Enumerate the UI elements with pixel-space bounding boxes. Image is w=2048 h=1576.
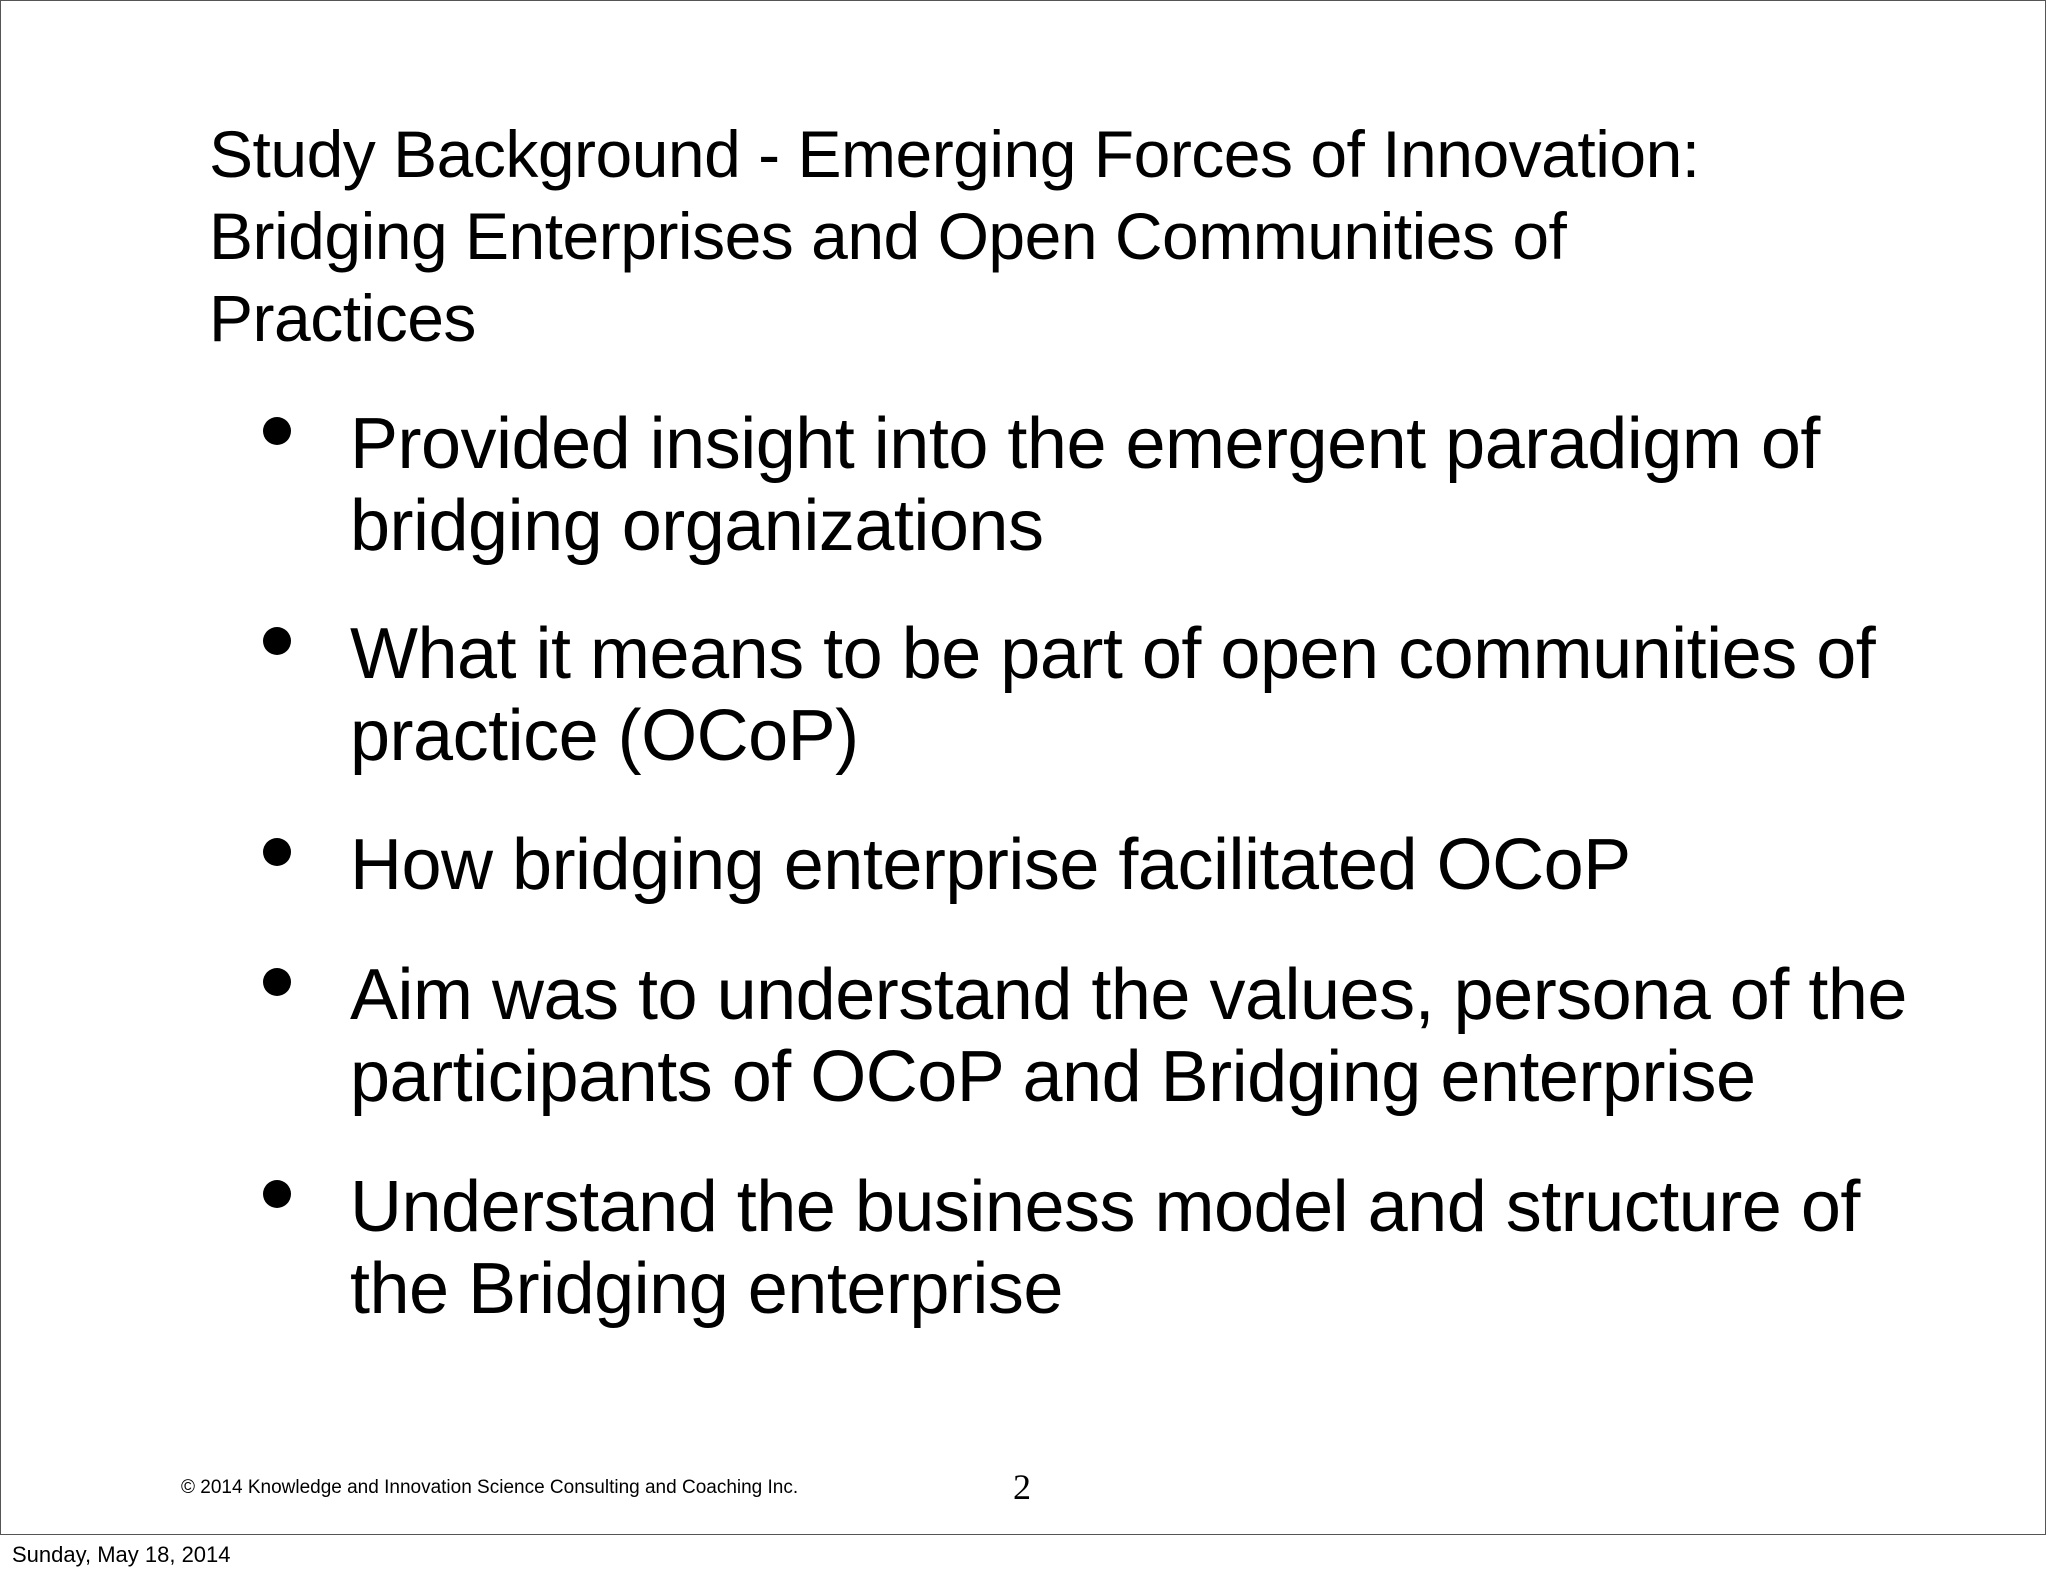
print-date: Sunday, May 18, 2014 xyxy=(12,1542,231,1567)
page-number: 2 xyxy=(1013,1467,1031,1507)
bullet-icon xyxy=(263,838,291,866)
bullet-text: Provided insight into the emergent paradigm of bridging organizations xyxy=(350,404,1820,566)
bullet-icon xyxy=(263,968,291,996)
bullet-icon xyxy=(263,1180,291,1208)
bullet-text: Aim was to understand the values, persona of the participants of OCoP and Bridging enterprise xyxy=(350,955,1907,1117)
bullet-text: What it means to be part of open communities of practice (OCoP) xyxy=(350,614,1876,776)
bullet-icon xyxy=(263,627,291,655)
footer-copyright: © 2014 Knowledge and Innovation Science Consulting and Coaching Inc. xyxy=(181,1477,799,1498)
slide-title: Study Background - Emerging Forces of Innovation: Bridging Enterprises and Open Communities of Practices xyxy=(209,117,1700,355)
bullet-icon xyxy=(263,417,291,445)
bullet-text: Understand the business model and structure of the Bridging enterprise xyxy=(350,1167,1860,1329)
bullet-text: How bridging enterprise facilitated OCoP xyxy=(350,825,1631,905)
